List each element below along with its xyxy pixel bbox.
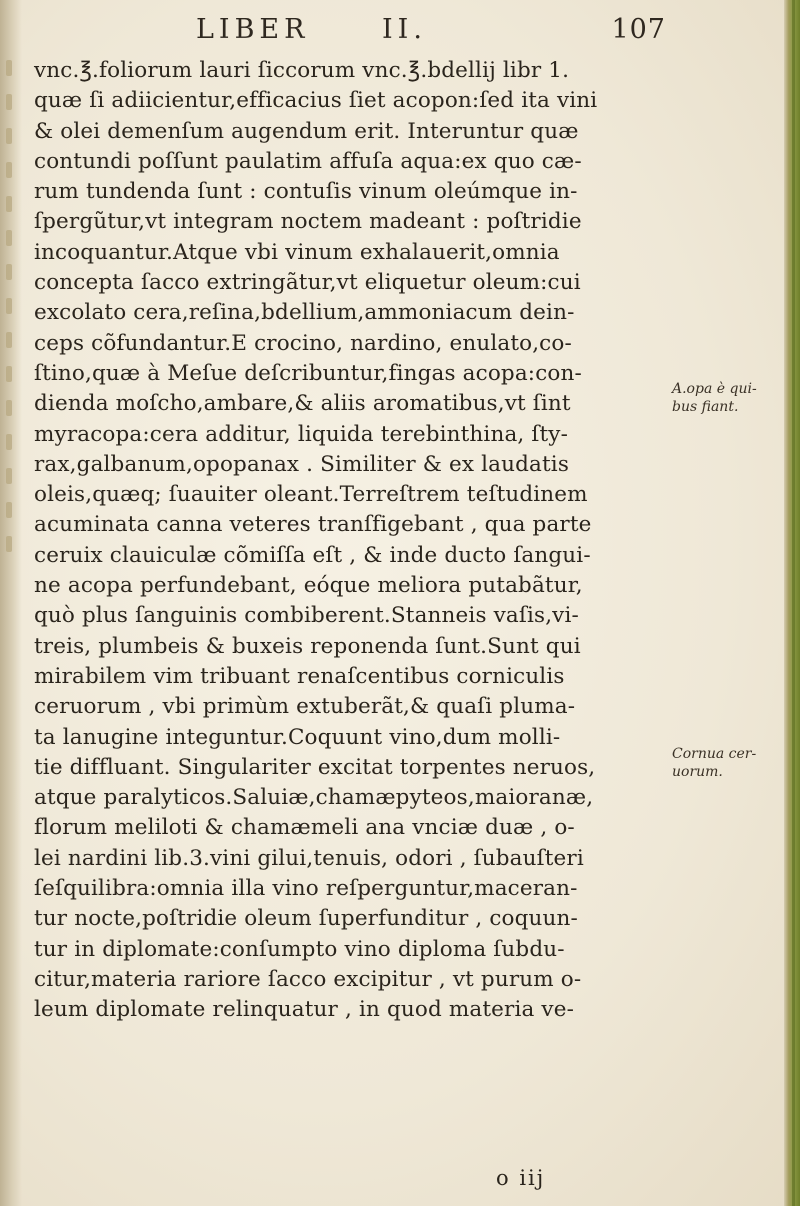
- text-line: quæ ſi adiicientur,efficacius ſiet acopon:ſed ita vini: [34, 88, 598, 114]
- text-line: quò plus ſanguinis combiberent.Stanneis vaſis,vi-: [34, 603, 579, 629]
- main-text: [34, 56, 664, 1026]
- text-line: atque paralyticos.Saluiæ,chamæpyteos,maioranæ,: [34, 785, 594, 811]
- book-number: II.: [382, 14, 427, 45]
- page-header: [196, 14, 666, 54]
- text-line: myracopa:cera additur, liquida terebinthina, ſty-: [34, 421, 568, 447]
- text-line: florum meliloti & chamæmeli ana vnciæ duæ , o-: [34, 815, 575, 841]
- text-line: oleis,quæq; ſuauiter oleant.Terreſtrem teſtudinem: [34, 482, 588, 508]
- text-line: ceruix clauiculæ cõmiſſa eſt , & inde ducto ſangui-: [34, 542, 591, 568]
- text-line: & olei demenſum augendum erit. Interuntur quæ: [34, 118, 579, 144]
- text-line: rum tundenda ſunt : contuſis vinum oleúmque in-: [34, 179, 578, 205]
- text-line: tie diffluant. Singulariter excitat torpentes neruos,: [34, 754, 596, 780]
- page-edge-binding: [784, 0, 800, 1206]
- marginal-note-line: Cornua cer-: [672, 746, 757, 762]
- signature-mark: o iij: [496, 1166, 546, 1190]
- text-line: incoquantur.Atque vbi vinum exhalauerit,omnia: [34, 239, 560, 265]
- text-line: ne acopa perfundebant, eóque meliora putabãtur,: [34, 573, 583, 599]
- marginal-note-line: uorum.: [672, 764, 723, 780]
- running-title: LIBER: [196, 14, 310, 45]
- text-line: excolato cera,reſina,bdellium,ammoniacum dein-: [34, 300, 575, 326]
- text-line: contundi poſſunt paulatim affuſa aqua:ex quo cæ-: [34, 148, 582, 174]
- marginal-note-cornua: [672, 745, 756, 781]
- text-line: acuminata canna veteres tranſfigebant , qua parte: [34, 512, 592, 538]
- text-line: tur in diplomate:conſumpto vino diploma ſubdu-: [34, 936, 565, 962]
- text-line: ſpergũtur,vt integram noctem madeant : poſtridie: [34, 209, 582, 235]
- text-line: citur,materia rariore ſacco excipitur , vt purum o-: [34, 966, 582, 992]
- marginal-note-acopa: [672, 380, 757, 416]
- text-line: leum diplomate relinquatur , in quod materia ve-: [34, 997, 575, 1023]
- text-line: dienda moſcho,ambare,& aliis aromatibus,vt ſint: [34, 391, 571, 417]
- text-line: vnc.℥.foliorum lauri ſiccorum vnc.℥.bdellij libr 1.: [34, 58, 570, 83]
- text-line: ſeſquilibra:omnia illa vino reſperguntur,maceran-: [34, 876, 578, 902]
- text-line: tur nocte,poſtridie oleum ſuperfunditur , coquun-: [34, 906, 578, 932]
- text-line: ceruorum , vbi primùm extuberãt,& quaſi pluma-: [34, 694, 576, 720]
- text-line: treis, plumbeis & buxeis reponenda ſunt.Sunt qui: [34, 633, 581, 659]
- text-line: ceps cõfundantur.E crocino, nardino, enulato,co-: [34, 330, 572, 356]
- text-line: lei nardini lib.3.vini gilui,tenuis, odori , ſubauſteri: [34, 845, 584, 871]
- text-line: concepta ſacco extringãtur,vt eliquetur oleum:cui: [34, 270, 581, 296]
- text-line: mirabilem vim tribuant renaſcentibus corniculis: [34, 663, 565, 689]
- text-line: ſtino,quæ à Meſue deſcribuntur,fingas acopa:con-: [34, 360, 582, 386]
- text-line: rax,galbanum,opopanax . Similiter & ex laudatis: [34, 451, 570, 477]
- text-line: ta lanugine integuntur.Coquunt vino,dum molli-: [34, 724, 561, 750]
- marginal-note-line: bus fiant.: [672, 399, 739, 415]
- page-number: 107: [611, 14, 666, 45]
- gutter-marks: [0, 60, 14, 620]
- marginal-note-line: A.opa è qui-: [672, 381, 757, 397]
